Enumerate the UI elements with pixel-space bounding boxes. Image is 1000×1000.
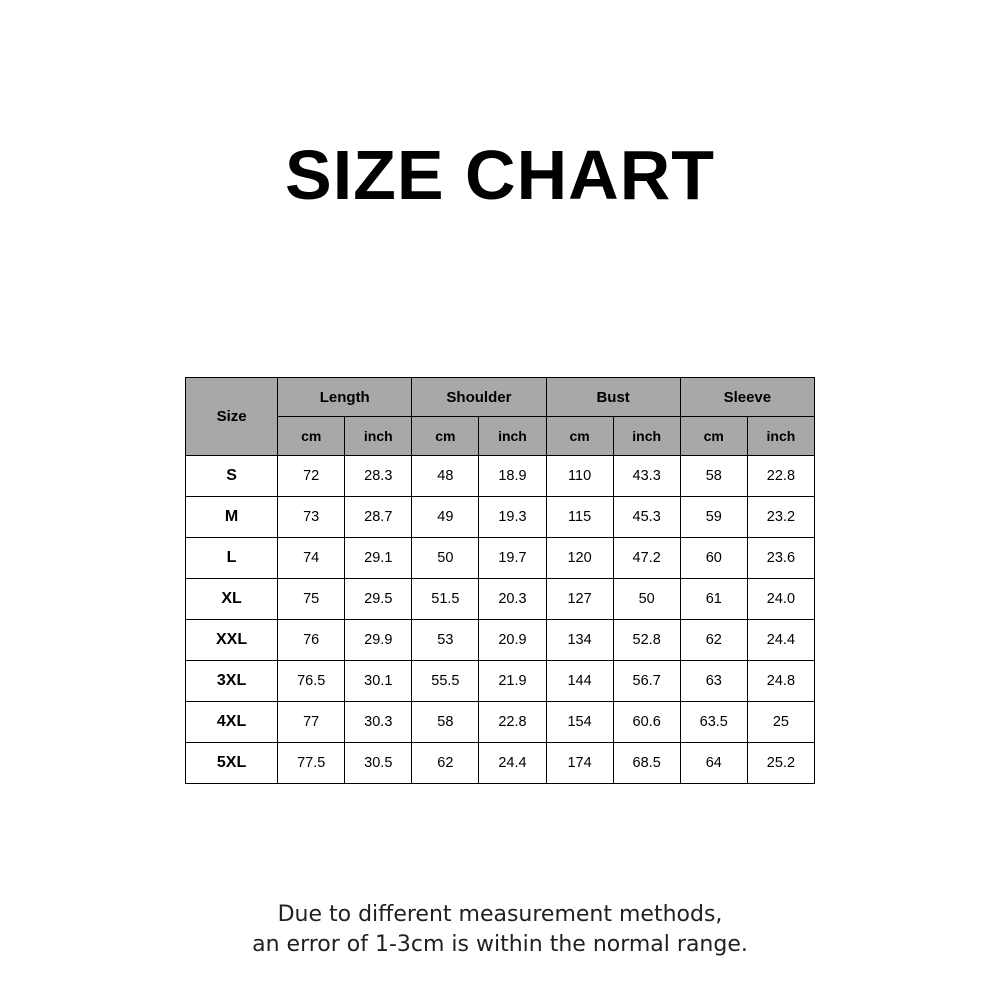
- table-row: [186, 743, 815, 784]
- cell-value: 154: [546, 702, 613, 743]
- table-row: [186, 620, 815, 661]
- column-header-shoulder: Shoulder: [412, 378, 546, 417]
- cell-value: 77: [278, 702, 345, 743]
- cell-value: 24.8: [747, 661, 814, 702]
- cell-value: 127: [546, 579, 613, 620]
- cell-value: 29.9: [345, 620, 412, 661]
- cell-value: 60: [680, 538, 747, 579]
- column-header-sleeve: Sleeve: [680, 378, 814, 417]
- cell-value: 24.0: [747, 579, 814, 620]
- cell-value: 76.5: [278, 661, 345, 702]
- table-row: [186, 579, 815, 620]
- size-label: S: [186, 456, 278, 497]
- cell-value: 29.5: [345, 579, 412, 620]
- table-head: [186, 378, 815, 456]
- measurement-note-line-1: Due to different measurement methods,: [277, 902, 723, 927]
- table-row: [186, 702, 815, 743]
- cell-value: 64: [680, 743, 747, 784]
- cell-value: 30.1: [345, 661, 412, 702]
- cell-value: 43.3: [613, 456, 680, 497]
- table-header-row-groups: [186, 378, 815, 417]
- size-label: M: [186, 497, 278, 538]
- cell-value: 115: [546, 497, 613, 538]
- cell-value: 120: [546, 538, 613, 579]
- size-chart-table-container: [185, 377, 815, 784]
- cell-value: 53: [412, 620, 479, 661]
- cell-value: 68.5: [613, 743, 680, 784]
- unit-header-bust-inch: inch: [613, 417, 680, 456]
- size-label: 3XL: [186, 661, 278, 702]
- cell-value: 50: [613, 579, 680, 620]
- cell-value: 62: [680, 620, 747, 661]
- cell-value: 56.7: [613, 661, 680, 702]
- table-row: [186, 538, 815, 579]
- cell-value: 48: [412, 456, 479, 497]
- table-row: [186, 456, 815, 497]
- cell-value: 77.5: [278, 743, 345, 784]
- cell-value: 73: [278, 497, 345, 538]
- unit-header-sleeve-cm: cm: [680, 417, 747, 456]
- column-header-bust: Bust: [546, 378, 680, 417]
- unit-header-length-inch: inch: [345, 417, 412, 456]
- cell-value: 76: [278, 620, 345, 661]
- size-label: 5XL: [186, 743, 278, 784]
- cell-value: 22.8: [747, 456, 814, 497]
- unit-header-sleeve-inch: inch: [747, 417, 814, 456]
- unit-header-length-cm: cm: [278, 417, 345, 456]
- cell-value: 61: [680, 579, 747, 620]
- cell-value: 174: [546, 743, 613, 784]
- cell-value: 47.2: [613, 538, 680, 579]
- table-row: [186, 497, 815, 538]
- cell-value: 63: [680, 661, 747, 702]
- cell-value: 55.5: [412, 661, 479, 702]
- measurement-note: [0, 900, 1000, 959]
- table-body: [186, 456, 815, 784]
- cell-value: 22.8: [479, 702, 546, 743]
- cell-value: 134: [546, 620, 613, 661]
- cell-value: 23.6: [747, 538, 814, 579]
- cell-value: 24.4: [747, 620, 814, 661]
- cell-value: 50: [412, 538, 479, 579]
- cell-value: 110: [546, 456, 613, 497]
- cell-value: 18.9: [479, 456, 546, 497]
- page-title: SIZE CHART: [285, 136, 715, 214]
- cell-value: 51.5: [412, 579, 479, 620]
- cell-value: 30.3: [345, 702, 412, 743]
- cell-value: 144: [546, 661, 613, 702]
- cell-value: 60.6: [613, 702, 680, 743]
- cell-value: 52.8: [613, 620, 680, 661]
- cell-value: 24.4: [479, 743, 546, 784]
- cell-value: 20.3: [479, 579, 546, 620]
- cell-value: 29.1: [345, 538, 412, 579]
- size-label: XL: [186, 579, 278, 620]
- column-header-size: Size: [186, 378, 278, 456]
- cell-value: 25: [747, 702, 814, 743]
- cell-value: 25.2: [747, 743, 814, 784]
- cell-value: 74: [278, 538, 345, 579]
- measurement-note-line-2: an error of 1-3cm is within the normal range.: [252, 931, 748, 957]
- cell-value: 59: [680, 497, 747, 538]
- size-label: 4XL: [186, 702, 278, 743]
- unit-header-shoulder-inch: inch: [479, 417, 546, 456]
- table-header-row-units: [186, 417, 815, 456]
- cell-value: 28.7: [345, 497, 412, 538]
- column-header-length: Length: [278, 378, 412, 417]
- cell-value: 49: [412, 497, 479, 538]
- unit-header-bust-cm: cm: [546, 417, 613, 456]
- cell-value: 23.2: [747, 497, 814, 538]
- size-label: XXL: [186, 620, 278, 661]
- size-chart-table: [185, 377, 815, 784]
- cell-value: 58: [412, 702, 479, 743]
- cell-value: 19.7: [479, 538, 546, 579]
- table-row: [186, 661, 815, 702]
- cell-value: 28.3: [345, 456, 412, 497]
- unit-header-shoulder-cm: cm: [412, 417, 479, 456]
- cell-value: 45.3: [613, 497, 680, 538]
- cell-value: 75: [278, 579, 345, 620]
- cell-value: 30.5: [345, 743, 412, 784]
- cell-value: 72: [278, 456, 345, 497]
- cell-value: 58: [680, 456, 747, 497]
- cell-value: 21.9: [479, 661, 546, 702]
- cell-value: 19.3: [479, 497, 546, 538]
- size-label: L: [186, 538, 278, 579]
- cell-value: 63.5: [680, 702, 747, 743]
- cell-value: 20.9: [479, 620, 546, 661]
- cell-value: 62: [412, 743, 479, 784]
